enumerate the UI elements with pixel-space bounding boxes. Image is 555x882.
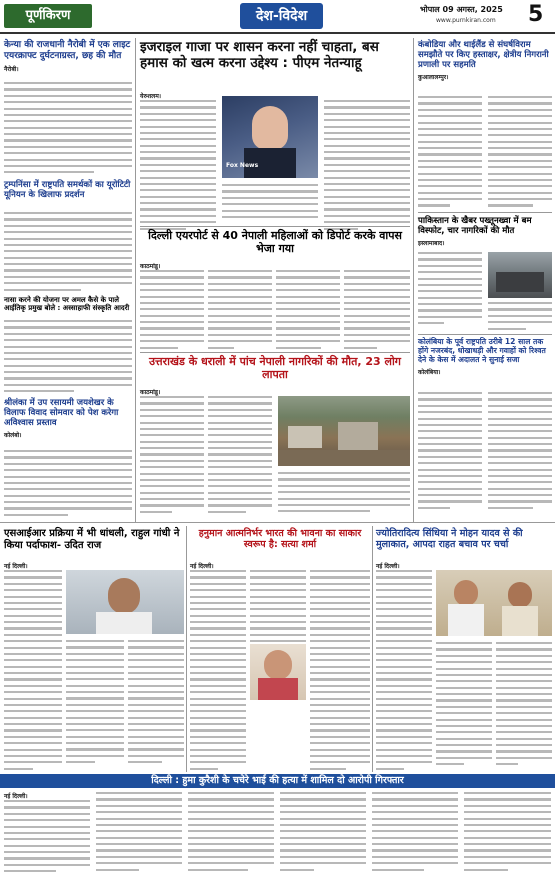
- article-text: [488, 392, 552, 513]
- article-text: [222, 184, 318, 222]
- story-divider: [418, 334, 552, 335]
- article-text: [4, 320, 132, 397]
- story-colombia: [418, 338, 552, 376]
- scindia-meeting-photo: [436, 570, 552, 636]
- section-banner: देश-विदेश: [240, 3, 323, 29]
- dateline: नई दिल्ली।: [190, 563, 214, 570]
- tv-logo: Fox News: [226, 162, 259, 169]
- article-text: [436, 642, 492, 770]
- lead-story: [140, 40, 410, 72]
- lead-dateline: येरुशलम।: [140, 93, 162, 100]
- article-text: [418, 252, 482, 329]
- article-text: [66, 640, 124, 768]
- story-sir: [4, 528, 184, 552]
- mud-shape: [278, 450, 410, 466]
- kurta-shape: [448, 604, 484, 636]
- article-text: [488, 302, 552, 334]
- column-divider: [135, 38, 136, 522]
- article-text: [376, 570, 432, 774]
- house-shape: [288, 426, 322, 448]
- story-hanuman: [190, 528, 370, 550]
- story-divider: [418, 212, 552, 213]
- story-divider: [140, 352, 410, 353]
- article-text: [4, 212, 132, 295]
- dateline: कोलंबिया।: [418, 368, 441, 376]
- column-divider: [186, 526, 187, 772]
- article-text: [418, 96, 482, 211]
- headline: केन्या की राजधानी नैरोबी में एक लाइट एयरक्राफ्ट दुर्घटनाग्रस्त, छह की मौत: [4, 40, 131, 61]
- story-trump-rally: [4, 180, 132, 200]
- netanyahu-photo: [222, 96, 318, 178]
- article-text: [4, 450, 132, 520]
- page-number: 5: [528, 2, 544, 27]
- article-text: [188, 792, 274, 875]
- face-shape: [108, 578, 140, 614]
- house-shape: [338, 422, 378, 450]
- kurta-shape: [502, 606, 538, 636]
- headline: श्रीलंका में उप रसायमी जयशेखर के विलाफ विवाद सोमवार को पेश करेगा अविश्वास प्रस्ताव: [4, 398, 119, 429]
- story-scindia: [376, 528, 552, 550]
- flood-photo: [278, 396, 410, 466]
- lead-headline: इजराइल गाजा पर शासन करना नहीं चाहता, बस हमास को खत्म करना उद्देश्य : पीएम नेतन्याहू: [140, 39, 379, 71]
- story-nasa: [4, 296, 132, 313]
- article-text: [496, 642, 552, 770]
- newspaper-logo: पूर्णकिरण: [4, 4, 92, 28]
- story-srilanka: [4, 398, 132, 439]
- article-text: [190, 570, 246, 774]
- headline: दिल्ली एयरपोर्ट से 40 नेपाली महिलाओं को डिपोर्ट करके वापस भेजा गया: [148, 229, 402, 255]
- story-cambodia: [418, 40, 552, 81]
- dateline: काठमांडू।: [140, 263, 161, 270]
- dateline: काठमांडू।: [140, 389, 161, 396]
- dateline: कुआलालम्पुर।: [418, 74, 449, 82]
- article-text: [4, 82, 132, 178]
- story-divider: [140, 226, 410, 227]
- dateline: कोलंबो।: [4, 432, 22, 440]
- headline: उत्तराखंड के धराली में पांच नेपाली नागरिकों की मौत, 23 लोग लापता: [149, 355, 401, 381]
- udit-raj-photo: [66, 570, 184, 634]
- article-text: [310, 570, 370, 774]
- masthead: [0, 0, 555, 34]
- article-text: [418, 392, 482, 513]
- article-text: [488, 96, 552, 211]
- bottom-banner-headline: दिल्ली : हुमा कुरैशी के चचेरे भाई की हत्या में शामिल दो आरोपी गिरफ्तार: [0, 774, 555, 788]
- story-kenya: [4, 40, 132, 73]
- section-divider: [0, 522, 555, 523]
- website-url: www.purnkiran.com: [436, 17, 496, 24]
- column-divider: [413, 38, 414, 522]
- issue-date: भोपाल 09 अगस्त, 2025: [420, 5, 503, 14]
- headline: कोलंबिया के पूर्व राष्ट्रपति उरीबे 12 साल तक होंगे नजरबंद, धोखाधड़ी और गवाहों को रिश्वत देने के केस में अदालत ने सुनाई सजा: [418, 337, 546, 364]
- dateline: नई दिल्ली।: [376, 563, 400, 570]
- headline: नासा करने की योजना पर अमल कैसे के पाले आईतिकृ प्रमुख बोले : अस्साहाफी संस्कृति आदरी: [4, 296, 130, 313]
- face-shape: [264, 650, 292, 680]
- article-text: [372, 792, 458, 875]
- article-text: [208, 396, 272, 517]
- article-text: [464, 792, 551, 875]
- article-text: [276, 270, 340, 353]
- article-text: [324, 100, 410, 234]
- article-text: [208, 270, 272, 353]
- headline: एसआईआर प्रक्रिया में भी धांधली, राहुल गांधी ने किया पर्दाफाश- उदित राज: [4, 528, 180, 551]
- headline: कंबोडिया और थाईलैंड से संघर्षविराम समझौते पर किए हस्ताक्षर, क्षेत्रीय निगरानी प्रणाली पर सहमति: [418, 40, 549, 71]
- article-text: [280, 792, 366, 875]
- article-text: [344, 270, 410, 353]
- headline: हनुमान आत्मनिर्भर भारत की भावना का साकार स्वरूप है: सत्या शर्मा: [198, 528, 362, 551]
- blast-photo: [488, 252, 552, 298]
- face-shape: [508, 582, 532, 608]
- story-uttarakhand: [140, 356, 410, 382]
- headline: ज्योतिरादित्य सिंधिया ने मोहन यादव से की मुलाकात, आपदा राहत बचाव पर चर्चा: [376, 528, 523, 551]
- article-text: [96, 792, 182, 875]
- article-text: [140, 270, 204, 353]
- face-shape: [252, 106, 288, 150]
- article-text: [278, 472, 410, 517]
- article-text: [128, 640, 184, 768]
- face-shape: [454, 580, 478, 606]
- saree-shape: [258, 678, 298, 700]
- article-text: [140, 396, 204, 517]
- dateline: नैरोबी।: [4, 66, 19, 74]
- debris-shape: [496, 272, 544, 292]
- kurta-shape: [96, 612, 152, 634]
- story-pakistan: [418, 216, 552, 247]
- dateline: नई दिल्ली।: [4, 563, 28, 570]
- article-text: [140, 100, 216, 234]
- dateline: नई दिल्ली।: [4, 793, 28, 800]
- dateline: इस्लामाबाद।: [418, 240, 445, 248]
- story-deport: [140, 230, 410, 256]
- headline: ट्रम्पनिंसा में राष्ट्रपति समर्थकों का यूरोटिटी यूनियन के खिलाफ प्रदर्शन: [4, 180, 131, 201]
- satya-sharma-photo: [250, 644, 306, 700]
- headline: पाकिस्तान के खैबर पख्तूनख्वा में बम विस्फोट, चार नागरिकों की मौत: [418, 216, 532, 237]
- article-text: [250, 570, 306, 647]
- column-divider: [372, 526, 373, 772]
- article-text: [4, 800, 90, 877]
- article-text: [4, 570, 62, 774]
